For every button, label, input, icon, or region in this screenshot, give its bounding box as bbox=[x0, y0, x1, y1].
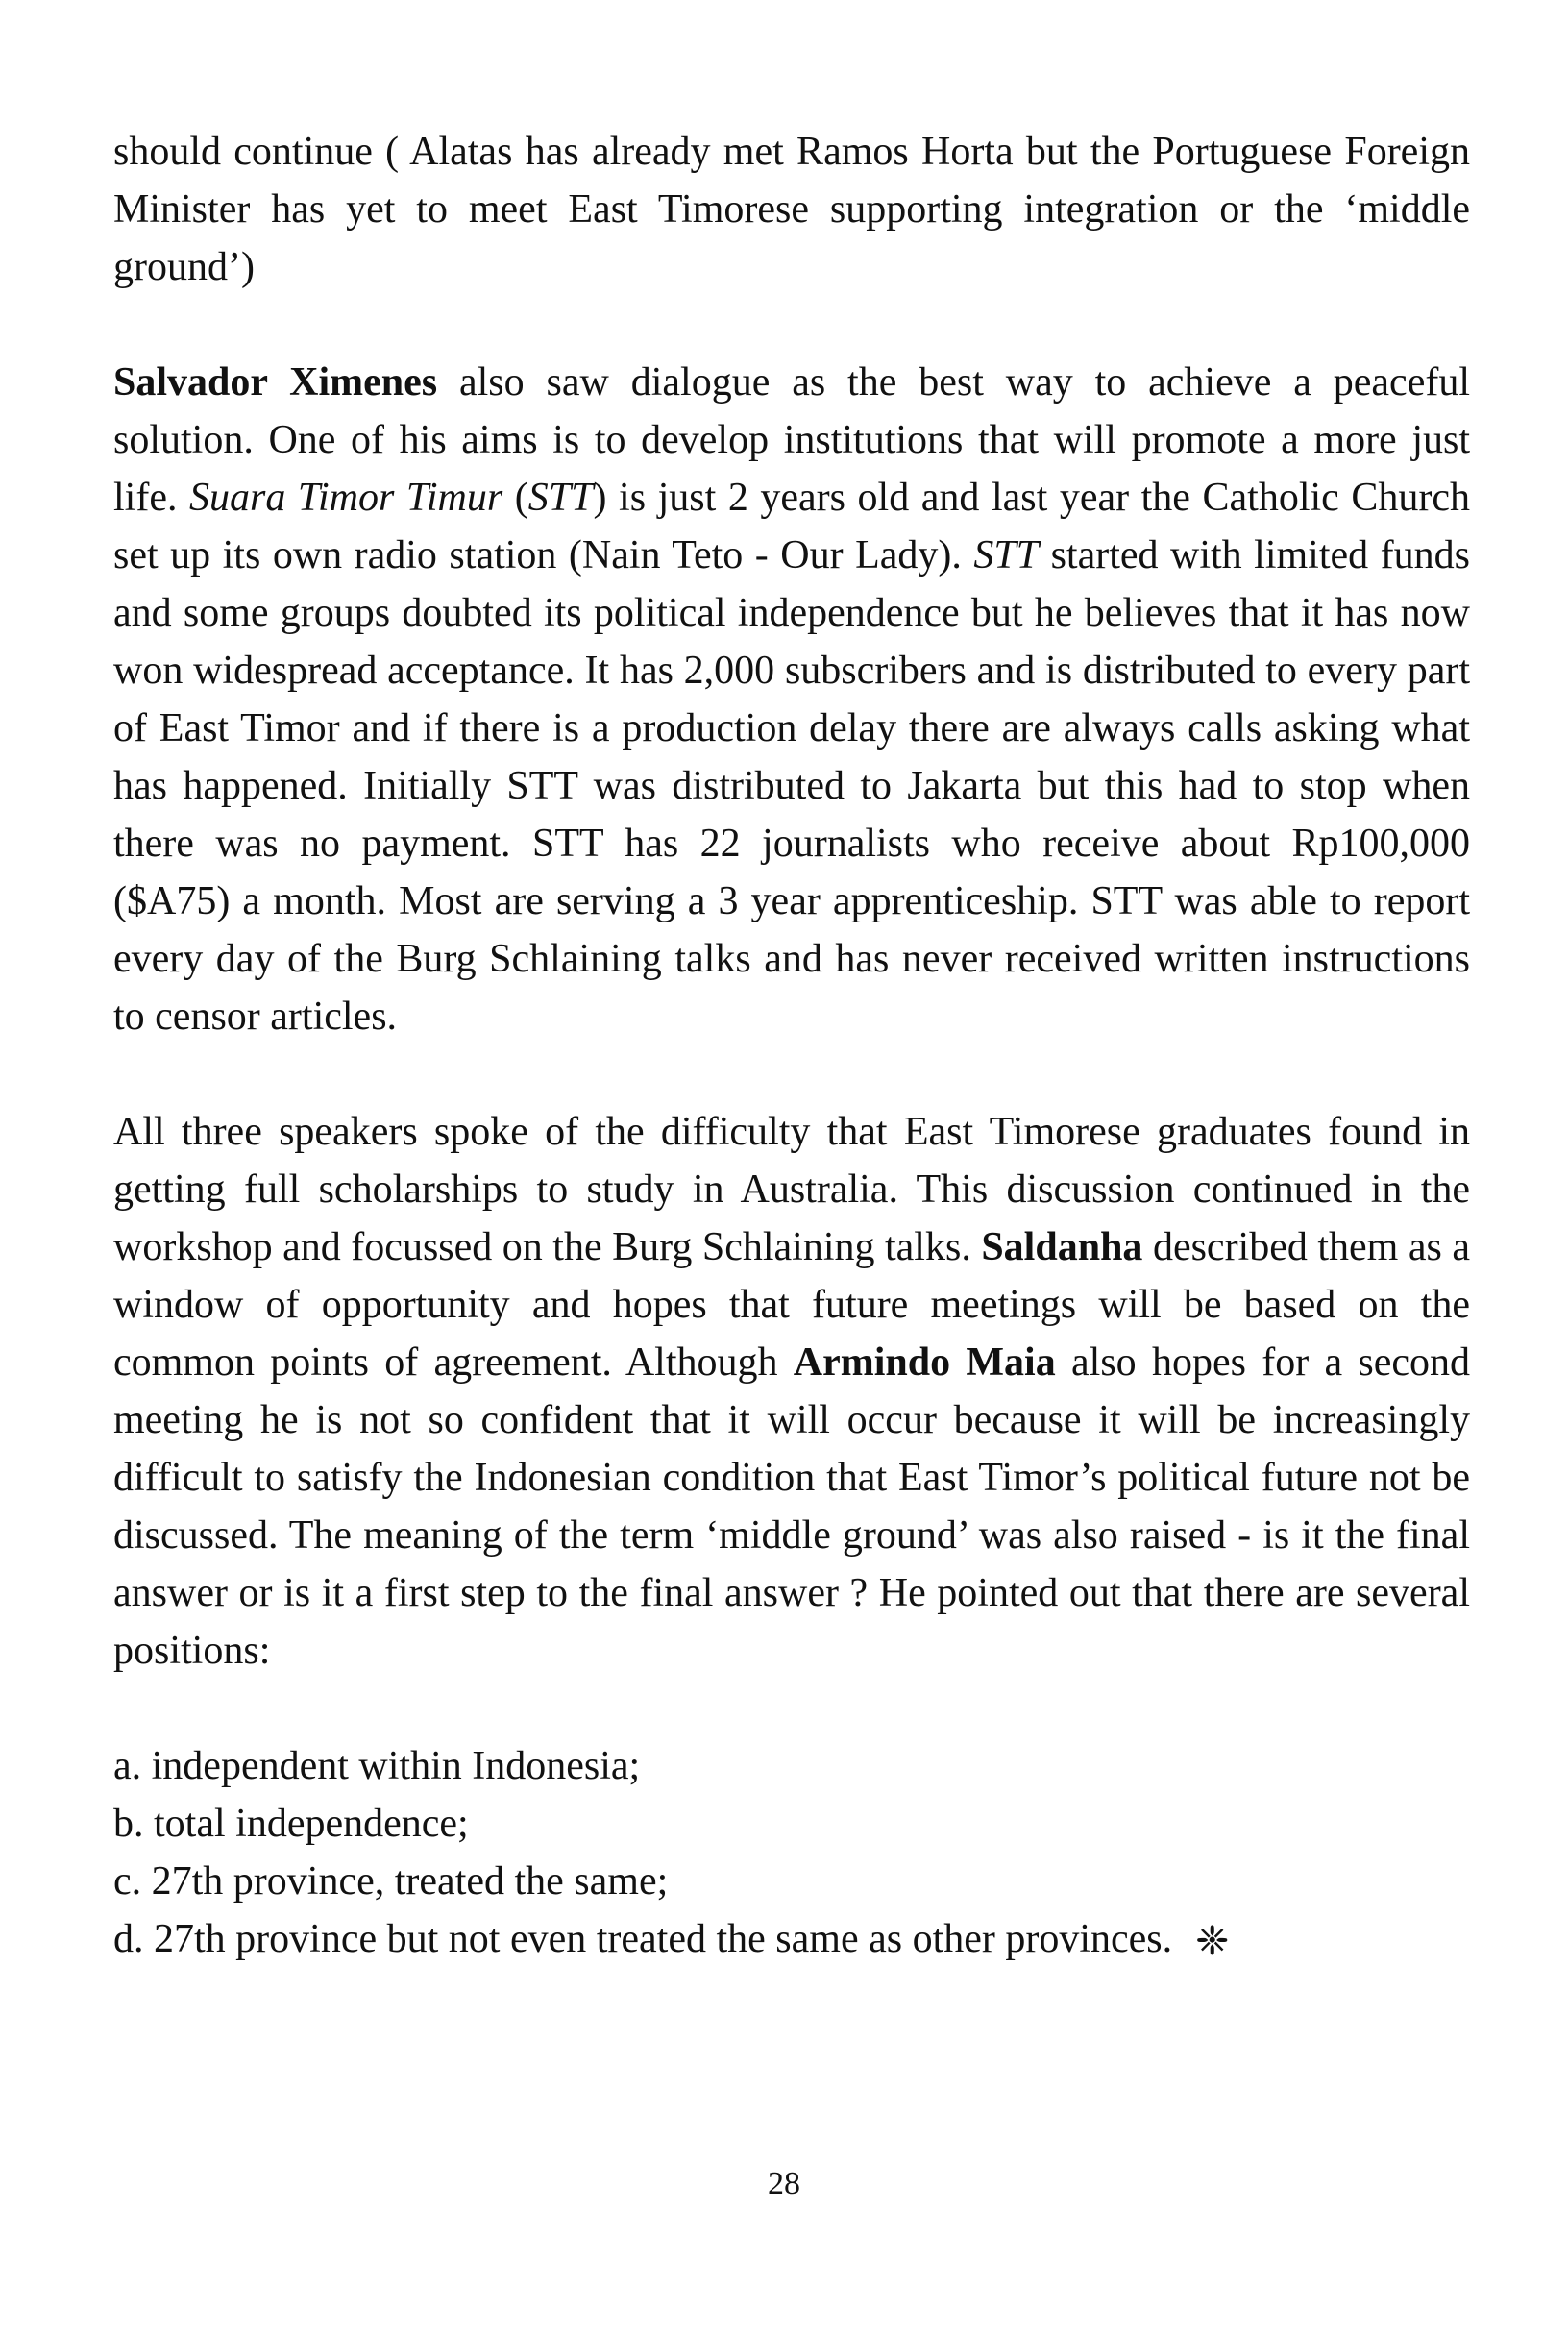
positions-list bbox=[113, 1737, 1470, 1968]
snowflake-ornament-icon: ❈ bbox=[1195, 1920, 1230, 1965]
list-item bbox=[113, 1795, 1470, 1853]
list-item-text: d. 27th province but not even treated the same as other provinces. bbox=[113, 1917, 1173, 1961]
list-item-text: c. 27th province, treated the same; bbox=[113, 1859, 669, 1904]
list-item-text: a. independent within Indonesia; bbox=[113, 1744, 641, 1788]
page-number: 28 bbox=[768, 2166, 800, 2201]
publication-abbr-2: STT bbox=[973, 533, 1040, 578]
list-item bbox=[113, 1910, 1470, 1968]
list-item bbox=[113, 1737, 1470, 1795]
paragraph-2-middle: ) is just 2 years old and last year the Catholic Church set up its own radio station (Nain Teto - Our Lady). bbox=[113, 476, 1470, 578]
paragraph-workshop-discussion bbox=[113, 1103, 1470, 1680]
publication-name: Suara Timor Timur bbox=[189, 476, 503, 520]
paragraph-2-rest: started with limited funds and some groups doubted its political independence but he believes that it has now won widespread acceptance. It has 2,000 subscribers and is distributed to every part of East Timor and if there is a production delay there are always calls asking what has happened. Initially STT was distributed to Jakarta but this had to stop when there was no payment. STT has 22 journalists who receive about Rp100,000 ($A75) a month. Most are serving a 3 year apprenticeship. STT was able to report every day of the Burg Schlaining talks and has never received written instructions to censor articles. bbox=[113, 533, 1470, 1039]
publication-abbr: STT bbox=[527, 476, 594, 520]
speaker-name: Salvador Ximenes bbox=[113, 360, 438, 405]
paragraph-3-start: All three speakers spoke of the difficulty that East Timorese graduates found in getting full scholarships to study in Australia. This discussion continued in the workshop and focussed on the Burg Schlaining talks. bbox=[113, 1110, 1470, 1269]
list-item-text: b. total independence; bbox=[113, 1802, 469, 1846]
paragraph-salvador-ximenes bbox=[113, 354, 1470, 1045]
abbr-open: ( bbox=[502, 476, 528, 520]
speaker-name-armindo-maia: Armindo Maia bbox=[793, 1340, 1056, 1385]
document-page bbox=[113, 123, 1470, 1968]
speaker-name-saldanha: Saldanha bbox=[981, 1225, 1143, 1269]
paragraph-3-middle: described them as a window of opportunity and hopes that future meetings will be based on the common points of agreement. Although bbox=[113, 1225, 1470, 1385]
paragraph-1-text: should continue ( Alatas has already met Ramos Horta but the Portuguese Foreign Minister has yet to meet East Timorese supporting integration or the ‘middle ground’) bbox=[113, 130, 1470, 289]
paragraph-continuation bbox=[113, 123, 1470, 296]
paragraph-3-end: also hopes for a second meeting he is not so confident that it will occur because it will be increasingly difficult to satisfy the Indonesian condition that East Timor’s political future not be discussed. The meaning of the term ‘middle ground’ was also raised - is it the final answer or is it a first step to the final answer ? He pointed out that there are several positions: bbox=[113, 1340, 1471, 1673]
list-item bbox=[113, 1853, 1470, 1910]
paragraph-2-intro: also saw dialogue as the best way to achieve a peaceful solution. One of his aims is to develop institutions that will promote a more just life. bbox=[113, 360, 1470, 520]
